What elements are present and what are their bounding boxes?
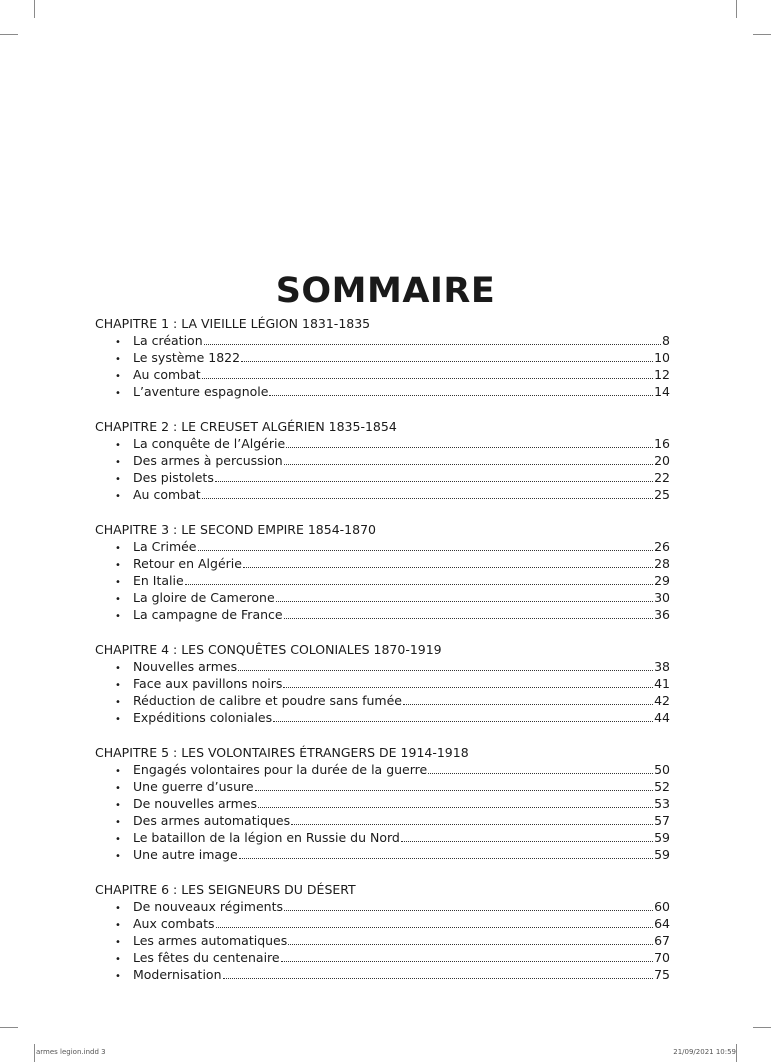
bullet-icon: • <box>115 440 121 451</box>
dot-leader <box>238 659 653 671</box>
dot-leader <box>283 676 653 688</box>
chapter-title: CHAPITRE 3 : LE SECOND EMPIRE 1854-1870 <box>95 522 376 537</box>
toc-entry <box>95 332 670 349</box>
crop-mark <box>753 1027 771 1028</box>
dot-leader <box>284 899 653 911</box>
dot-leader <box>243 556 653 568</box>
toc-entry-label: Nouvelles armes <box>133 659 238 674</box>
toc-entry-page: 52 <box>654 779 670 794</box>
dot-leader <box>202 487 653 499</box>
toc-entry-page: 44 <box>654 710 670 725</box>
dot-leader <box>273 710 653 722</box>
chapter-section <box>95 418 670 503</box>
dot-leader <box>239 847 653 859</box>
dot-leader <box>223 967 654 979</box>
toc-entry <box>95 366 670 383</box>
toc-entry-label: Engagés volontaires pour la durée de la guerre <box>133 762 428 777</box>
bullet-icon: • <box>115 611 121 622</box>
bullet-icon: • <box>115 354 121 365</box>
toc-entry <box>95 761 670 778</box>
toc-entry-label: En Italie <box>133 573 184 588</box>
dot-leader <box>288 933 653 945</box>
bullet-icon: • <box>115 851 121 862</box>
toc-entry <box>95 469 670 486</box>
bullet-icon: • <box>115 543 121 554</box>
dot-leader <box>215 470 653 482</box>
chapter-title: CHAPITRE 1 : LA VIEILLE LÉGION 1831-1835 <box>95 316 371 331</box>
chapter-section <box>95 744 670 863</box>
chapter-title: CHAPITRE 2 : LE CREUSET ALGÉRIEN 1835-1854 <box>95 419 397 434</box>
toc-entry-page: 53 <box>654 796 670 811</box>
toc-entry-page: 28 <box>654 556 670 571</box>
toc-entry-page: 29 <box>654 573 670 588</box>
bullet-icon: • <box>115 371 121 382</box>
bullet-icon: • <box>115 903 121 914</box>
toc-entry-page: 60 <box>654 899 670 914</box>
chapter-entries <box>95 435 670 503</box>
dot-leader <box>269 384 653 396</box>
footer-file-name: armes legion.indd 3 <box>36 1048 106 1056</box>
bullet-icon: • <box>115 680 121 691</box>
toc-entry <box>95 709 670 726</box>
bullet-icon: • <box>115 800 121 811</box>
chapter-section <box>95 315 670 400</box>
toc-entry <box>95 846 670 863</box>
bullet-icon: • <box>115 388 121 399</box>
toc-entry-label: La gloire de Camerone <box>133 590 275 605</box>
bullet-icon: • <box>115 594 121 605</box>
chapter-section <box>95 881 670 983</box>
toc-entry-label: Les armes automatiques <box>133 933 288 948</box>
bullet-icon: • <box>115 337 121 348</box>
crop-mark <box>753 34 771 35</box>
toc-entry-label: Expéditions coloniales <box>133 710 273 725</box>
toc-entry-page: 20 <box>654 453 670 468</box>
dot-leader <box>216 916 654 928</box>
toc-entry-label: La Crimée <box>133 539 197 554</box>
dot-leader <box>291 813 653 825</box>
toc-entry <box>95 658 670 675</box>
toc-entry-page: 41 <box>654 676 670 691</box>
table-of-contents <box>95 315 670 1001</box>
chapter-entries <box>95 538 670 623</box>
chapter-title: CHAPITRE 6 : LES SEIGNEURS DU DÉSERT <box>95 882 356 897</box>
toc-entry <box>95 795 670 812</box>
dot-leader <box>255 779 654 791</box>
bullet-icon: • <box>115 663 121 674</box>
toc-entry <box>95 589 670 606</box>
bullet-icon: • <box>115 920 121 931</box>
chapter-title: CHAPITRE 4 : LES CONQUÊTES COLONIALES 1870-1919 <box>95 642 442 657</box>
dot-leader <box>403 693 653 705</box>
toc-entry-page: 26 <box>654 539 670 554</box>
dot-leader <box>241 350 653 362</box>
chapter-entries <box>95 761 670 863</box>
toc-entry-label: Modernisation <box>133 967 222 982</box>
crop-mark <box>736 1044 737 1062</box>
bullet-icon: • <box>115 491 121 502</box>
toc-entry <box>95 606 670 623</box>
toc-entry-label: De nouveaux régiments <box>133 899 283 914</box>
bullet-icon: • <box>115 783 121 794</box>
dot-leader <box>276 590 653 602</box>
bullet-icon: • <box>115 766 121 777</box>
toc-entry-label: Le bataillon de la légion en Russie du Nord <box>133 830 400 845</box>
toc-entry-page: 67 <box>654 933 670 948</box>
toc-entry-label: Une guerre d’usure <box>133 779 254 794</box>
toc-entry-label: Au combat <box>133 367 201 382</box>
toc-entry <box>95 486 670 503</box>
chapter-entries <box>95 658 670 726</box>
crop-mark <box>736 0 737 18</box>
toc-entry-page: 8 <box>662 333 670 348</box>
toc-entry <box>95 778 670 795</box>
dot-leader <box>185 573 653 585</box>
toc-entry <box>95 915 670 932</box>
toc-entry <box>95 383 670 400</box>
bullet-icon: • <box>115 474 121 485</box>
page-title: SOMMAIRE <box>275 271 496 312</box>
bullet-icon: • <box>115 817 121 828</box>
toc-entry-page: 38 <box>654 659 670 674</box>
dot-leader <box>428 762 653 774</box>
toc-entry-label: Des pistolets <box>133 470 214 485</box>
toc-entry-page: 10 <box>654 350 670 365</box>
toc-entry-label: La création <box>133 333 203 348</box>
toc-entry <box>95 538 670 555</box>
toc-entry-label: L’aventure espagnole <box>133 384 269 399</box>
toc-entry-page: 16 <box>654 436 670 451</box>
chapter-section <box>95 641 670 726</box>
toc-entry <box>95 949 670 966</box>
bullet-icon: • <box>115 577 121 588</box>
dot-leader <box>258 796 653 808</box>
toc-entry-page: 22 <box>654 470 670 485</box>
dot-leader <box>198 539 654 551</box>
bullet-icon: • <box>115 971 121 982</box>
toc-entry-label: Des armes automatiques <box>133 813 291 828</box>
crop-mark <box>0 1027 18 1028</box>
toc-entry-page: 36 <box>654 607 670 622</box>
toc-entry-page: 30 <box>654 590 670 605</box>
toc-entry-page: 14 <box>654 384 670 399</box>
chapter-section <box>95 521 670 623</box>
toc-entry-page: 25 <box>654 487 670 502</box>
bullet-icon: • <box>115 954 121 965</box>
toc-entry <box>95 898 670 915</box>
toc-entry-page: 64 <box>654 916 670 931</box>
dot-leader <box>401 830 653 842</box>
toc-entry <box>95 812 670 829</box>
toc-entry-label: Aux combats <box>133 916 215 931</box>
bullet-icon: • <box>115 457 121 468</box>
toc-entry-page: 75 <box>654 967 670 982</box>
toc-entry-label: Une autre image <box>133 847 238 862</box>
toc-entry-label: Des armes à percussion <box>133 453 283 468</box>
toc-entry <box>95 435 670 452</box>
chapter-entries <box>95 898 670 983</box>
crop-mark <box>34 0 35 18</box>
bullet-icon: • <box>115 697 121 708</box>
toc-entry-page: 59 <box>654 847 670 862</box>
toc-entry-page: 50 <box>654 762 670 777</box>
toc-entry-page: 59 <box>654 830 670 845</box>
bullet-icon: • <box>115 560 121 571</box>
toc-entry-label: Le système 1822 <box>133 350 241 365</box>
toc-entry <box>95 572 670 589</box>
toc-entry-label: Retour en Algérie <box>133 556 242 571</box>
toc-entry <box>95 692 670 709</box>
toc-entry-page: 70 <box>654 950 670 965</box>
toc-entry-label: Au combat <box>133 487 201 502</box>
crop-mark <box>34 1044 35 1062</box>
toc-entry <box>95 966 670 983</box>
toc-entry <box>95 675 670 692</box>
bullet-icon: • <box>115 937 121 948</box>
toc-entry-label: La conquête de l’Algérie <box>133 436 286 451</box>
dot-leader <box>284 607 654 619</box>
dot-leader <box>204 333 661 345</box>
toc-entry-page: 42 <box>654 693 670 708</box>
dot-leader <box>281 950 653 962</box>
toc-entry <box>95 349 670 366</box>
dot-leader <box>286 436 653 448</box>
toc-entry-page: 12 <box>654 367 670 382</box>
toc-entry-label: La campagne de France <box>133 607 283 622</box>
toc-entry <box>95 829 670 846</box>
toc-entry <box>95 932 670 949</box>
bullet-icon: • <box>115 714 121 725</box>
toc-entry <box>95 452 670 469</box>
dot-leader <box>284 453 653 465</box>
chapter-title: CHAPITRE 5 : LES VOLONTAIRES ÉTRANGERS DE 1914-1918 <box>95 745 469 760</box>
toc-entry-label: Réduction de calibre et poudre sans fumée <box>133 693 402 708</box>
crop-mark <box>0 34 18 35</box>
toc-entry-page: 57 <box>654 813 670 828</box>
toc-entry <box>95 555 670 572</box>
dot-leader <box>202 367 653 379</box>
toc-entry-label: De nouvelles armes <box>133 796 257 811</box>
footer-datetime: 21/09/2021 10:59 <box>673 1048 736 1056</box>
bullet-icon: • <box>115 834 121 845</box>
chapter-entries <box>95 332 670 400</box>
toc-entry-label: Face aux pavillons noirs <box>133 676 283 691</box>
toc-entry-label: Les fêtes du centenaire <box>133 950 280 965</box>
